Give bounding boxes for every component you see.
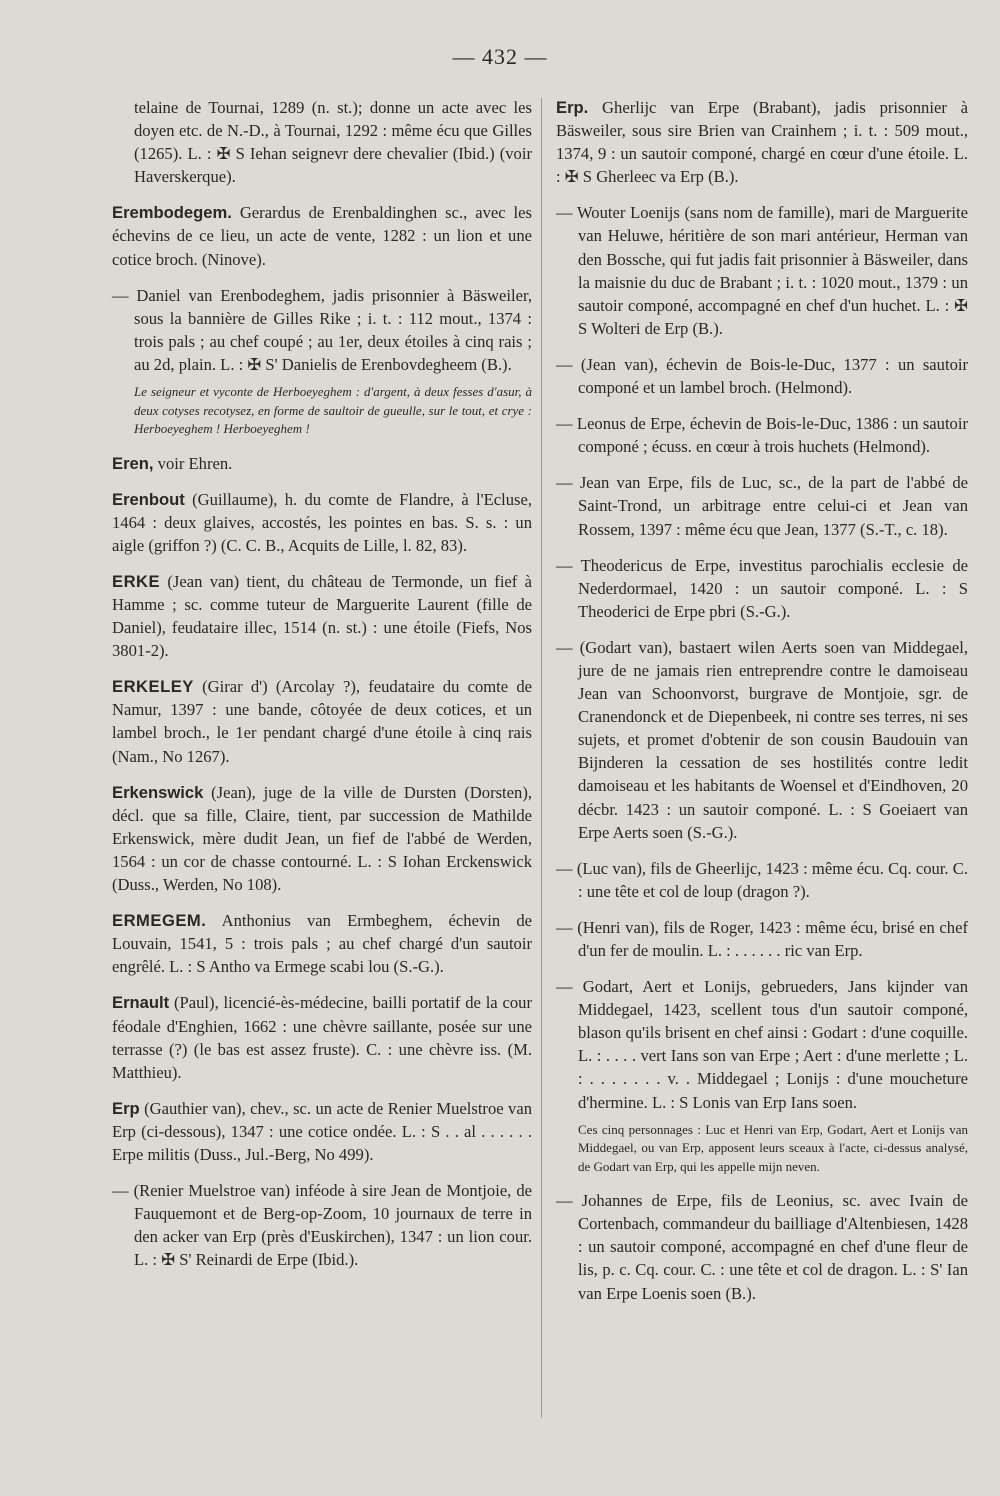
- sub-entry: — Daniel van Erenbodeghem, jadis prisonnier à Bäsweiler, sous la bannière de Gilles Rike ; i. t. : 112 mout., 1374 : trois pals ; au chef coupé ; au 1er, deux étoiles à cinq rais ; au 2d, plain. L. : ✠ S' Danielis de Erenbovdegheem (B.).: [112, 285, 532, 374]
- sub-entry: — (Luc van), fils de Gheerlijc, 1423 : même écu. Cq. cour. C. : une tête et col de loup (dragon ?).: [556, 858, 968, 901]
- entry-text: Anthonius van Ermbeghem, échevin de Louvain, 1541, 5 : trois pals ; au chef chargé d'un sautoir engrêlé. L. : S Antho va Ermege scabi lou (S.-G.).: [112, 911, 533, 977]
- sub-entry: — Godart, Aert et Lonijs, gebrueders, Jans kijnder van Middegael, 1423, scellent tous d'un sautoir componé, blason qu'ils brisent en chef ainsi : Godart : d'une coquille. L. : . . . . vert Ians son van Erpe ; Aert : d'une merlette ; L. : . . . . . . . v. . Middegael ; Lonijs : d'une moucheture d'hermine. L. : S Lonis van Erp Ians soen.: [556, 977, 968, 1112]
- dictionary-entry: [556, 96, 968, 188]
- entry-text: Gerardus de Erenbaldinghen sc., avec les échevins de ce lieu, un acte de vente, 1282 : un lion et une cotice broch. (Ninove).: [112, 203, 532, 269]
- dictionary-entry: [112, 488, 532, 557]
- sub-entry: — Wouter Loenijs (sans nom de famille), mari de Marguerite van Heluwe, héritière de son mari antérieur, Herman van den Bossche, qui fut jadis fait prisonnier à Bäsweiler, dans la maisnie du duc de Brabant ; i. t. : 1020 mout., 1379 : un sautoir componé, accompagné en chef d'un huchet. L. : ✠ S Wolteri de Erp (B.).: [556, 203, 968, 338]
- entry-headword: ERMEGEM.: [112, 911, 207, 931]
- entry-headword: Erkenswick: [112, 782, 204, 802]
- sub-entry: — (Henri van), fils de Roger, 1423 : même écu, brisé en chef d'un fer de moulin. L. : . . . . . . ric van Erp.: [556, 917, 968, 960]
- entry-text: Gherlijc van Erpe (Brabant), jadis prisonnier à Bäsweiler, sous sire Brien van Crainhem ; i. t. : 509 mout., 1374, 9 : un sautoir componé, chargé en cœur d'une étoile. L. : ✠ S Gherleec va Erp (B.).: [556, 98, 968, 187]
- column-divider: [541, 98, 542, 1418]
- dictionary-entry: [112, 1097, 532, 1166]
- entry-headword: Eren,: [112, 453, 154, 473]
- entry-text: (Gauthier van), chev., sc. un acte de Renier Muelstroe van Erp (ci-dessous), 1347 : une cotice ondée. L. : S . . al . . . . . . Erpe militis (Duss., Jul.-Berg, No 499).: [112, 1098, 532, 1164]
- entry-headword: Erenbout: [112, 489, 185, 509]
- sub-entry: — Jean van Erpe, fils de Luc, sc., de la part de l'abbé de Saint-Trond, un arbitrage entre celui-ci et Jean van Rossem, 1397 : même écu que Jean, 1377 (S.-T., c. 18).: [556, 473, 968, 539]
- dictionary-entry: [112, 781, 532, 896]
- entry-headword: ERKE: [112, 571, 161, 591]
- dictionary-entry: [112, 570, 532, 662]
- entry-text: (Jean van) tient, du château de Termonde, un fief à Hamme ; sc. comme tuteur de Marguerite Laurent (fille de Daniel), feudataire illec, 1514 (n. st.) : une étoile (Fiefs, Nos 3801-2).: [112, 571, 532, 661]
- entry-headword: ERKELEY: [112, 677, 194, 697]
- dictionary-entry: [112, 452, 532, 475]
- sub-entry: — (Renier Muelstroe van) inféode à sire Jean de Montjoie, de Fauquemont et de Berg-op-Zoom, 10 journaux de terre in den acker van Erp (près d'Euskirchen), 1347 : un lion cour. L. : ✠ S' Reinardi de Erpe (Ibid.).: [112, 1181, 532, 1270]
- entry-text: (Guillaume), h. du comte de Flandre, à l'Ecluse, 1464 : deux glaives, accostés, les pointes en bas. S. s. : un aigle (griffon ?) (C. C. B., Acquits de Lille, l. 82, 83).: [112, 489, 532, 555]
- page-number: — 432 —: [452, 44, 548, 69]
- right-column: [556, 96, 968, 1318]
- sub-entry: — Theodericus de Erpe, investitus parochialis ecclesie de Nederdormael, 1420 : un sautoir componé. L. : S Theoderici de Erpe pbri (S.-G.).: [556, 555, 968, 621]
- entry-headword: Ernault: [112, 993, 170, 1013]
- sub-entry: — (Godart van), bastaert wilen Aerts soen van Middegael, jure de ne jamais rien entreprendre contre le damoiseau Jean van Schoonvorst, burgrave de Montjoie, sgr. de Cranendonck et de Diepenbeek, ni contre ses terres, ni ses sujets, et promet d'obtenir de son cousin Baudouin van Bijnderen la cessation de ses hostilités contre ledit damoiseau et les habitants de Woensel et d'Eindhoven, 20 décbr. 1423 : un sautoir componé. L. : S Goeiaert van Erpe Aerts soen (S.-G.).: [556, 637, 968, 842]
- sub-entry: — Leonus de Erpe, échevin de Bois-le-Duc, 1386 : un sautoir componé ; écuss. en cœur à trois huchets (Helmond).: [556, 414, 968, 457]
- entry-text: (Paul), licencié-ès-médecine, bailli portatif de la cour féodale d'Enghien, 1662 : une chèvre saillante, posée sur une terrasse (?) (le bas est assez fruste). C. : une chèvre iss. (M. Matthieu).: [112, 993, 532, 1082]
- entry-note: Le seigneur et vyconte de Herboeyeghem : d'argent, à deux fesses d'asur, à deux cotyses recotysez, en forme de saultoir de gueulle, sur le tout, et crye : Herboeyeghem ! Herboeyeghem !: [134, 384, 532, 437]
- entry-text: (Girar d') (Arcolay ?), feudataire du comte de Namur, 1397 : une bande, côtoyée de deux cotices, et un lambel broch., le 1er pendant chargé d'une étoile à cinq rais (Nam., No 1267).: [112, 677, 532, 766]
- entry-note: Ces cinq personnages : Luc et Henri van Erp, Godart, Aert et Lonijs van Middegael, ou van Erp, apposent leurs sceaux à l'acte, ci-dessus analysé, de Godart van Erp, qui les appelle mijn neven.: [578, 1121, 968, 1174]
- left-column: [112, 96, 532, 1284]
- dictionary-entry: [112, 909, 532, 978]
- dictionary-entry: [112, 675, 532, 767]
- entry-text: voir Ehren.: [157, 453, 233, 473]
- sub-entry: — Johannes de Erpe, fils de Leonius, sc. avec Ivain de Cortenbach, commandeur du bailliage d'Altenbiesen, 1428 : un sautoir componé, accompagné en chef d'une fleur de lis, p. c. Cq. cour. C. : une tête et col de dragon. L. : S' Ian van Erpe Loenis soen (B.).: [556, 1191, 968, 1303]
- entry-text: (Jean), juge de la ville de Dursten (Dorsten), décl. que sa fille, Claire, tient, par succession de Mathilde Erkenswick, mère dudit Jean, un fief de l'abbé de Werden, 1564 : un cor de chasse contourné. L. : S Iohan Erckenswick (Duss., Werden, No 108).: [112, 782, 532, 895]
- dictionary-entry: [112, 991, 532, 1083]
- dictionary-entry: [112, 201, 532, 270]
- entry-continuation: telaine de Tournai, 1289 (n. st.); donne un acte avec les doyen etc. de N.-D., à Tournai, 1292 : même écu que Gilles (1265). L. : ✠ S Iehan seignevr dere chevalier (Ibid.) (voir Haverskerque).: [134, 98, 532, 187]
- entry-headword: Erp: [112, 1098, 140, 1118]
- entry-headword: Erp.: [556, 98, 589, 117]
- sub-entry: — (Jean van), échevin de Bois-le-Duc, 1377 : un sautoir componé et un lambel broch. (Helmond).: [556, 354, 968, 398]
- entry-headword: Erembodegem.: [112, 203, 232, 223]
